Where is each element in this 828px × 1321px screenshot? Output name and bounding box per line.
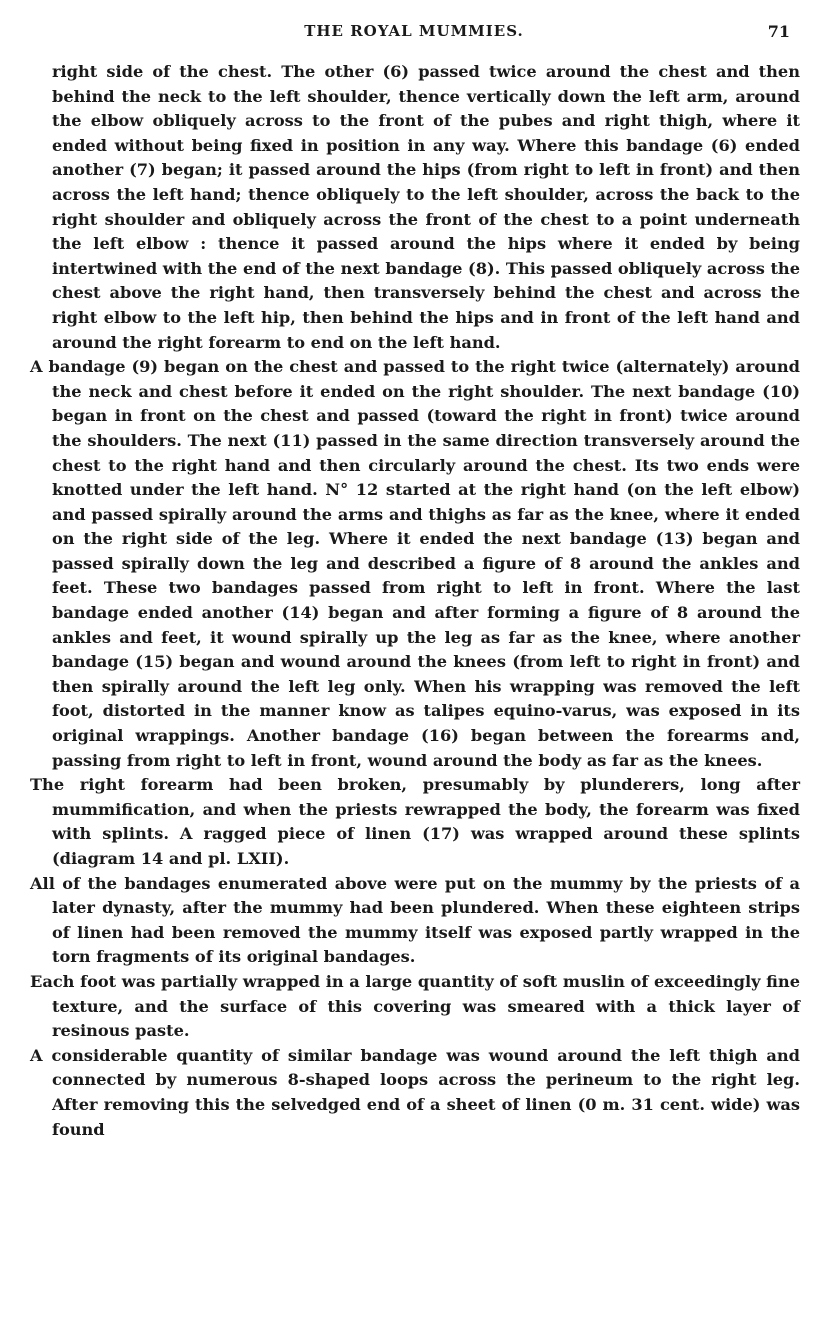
page-number: 71 — [767, 22, 790, 41]
paragraph-bandages-enumerated: All of the bandages enumerated above were put on the mummy by the priests of a later dynasty, after the mummy had been plundered. When these eighteen strips of linen had been removed the mummy itself was exposed partly wrapped in the torn fragments of its original bandages. — [30, 873, 800, 967]
page-header — [30, 18, 798, 48]
running-title: THE ROYAL MUMMIES. — [304, 22, 524, 40]
paragraph-right-forearm: The right forearm had been broken, presumably by plunderers, long after mummification, and when the priests rewrapped the body, the forearm was fixed with splints. A ragged piece of linen (17) was wrapped around these splints (diagram 14 and pl. LXII). — [30, 775, 800, 868]
paragraph-considerable-quantity: A considerable quantity of similar bandage was wound around the left thigh and connected by numerous 8-shaped loops across the perineum to the right leg. After removing this the selvedged end of a sheet of linen (0 m. 31 cent. wide) was found — [30, 1045, 800, 1139]
body-text — [30, 60, 800, 1142]
paragraph-bandage-9: A bandage (9) began on the chest and passed to the right twice (alternately) around the neck and chest before it ended on the right shoulder. The next bandage (10) began in front on the chest and passed (toward the right in front) twice around the shoulders. The next (11) passed in the same direction transversely around the chest to the right hand and then circularly around the chest. Its two ends were knotted under the left hand. N° 12 started at the right hand (on the left elbow) and passed spirally around the arms and thighs as far as the knee, where it ended on the right side of the leg. Where it ended the next bandage (13) began and passed spirally down the leg and described a figure of 8 around the ankles and feet. These two bandages passed from right to left in front. Where the last bandage ended another (14) began and after forming a figure of 8 around the ankles and feet, it wound spirally up the leg as far as the knee, where another bandage (15) began and wound around the knees (from left to right in front) and then spirally around the left leg only. When his wrapping was removed the left foot, distorted in the manner know as talipes equino-varus, was exposed in its original wrappings. Another bandage (16) began between the forearms and, passing from right to left in front, wound around the body as far as the knees. — [30, 357, 800, 770]
paragraph-each-foot: Each foot was partially wrapped in a large quantity of soft muslin of exceedingly fine texture, and the surface of this covering was smeared with a thick layer of resinous paste. — [30, 971, 800, 1041]
paragraph-continuation: right side of the chest. The other (6) passed twice around the chest and then behind the neck to the left shoulder, thence vertically down the left arm, around the elbow obliquely across to the front of the pubes and right thigh, where it ended without being fixed in position in any way. Where this bandage (6) ended another (7) began; it passed around the hips (from right to left in front) and then across the left hand; thence obliquely to the left shoulder, across the back to the right shoulder and obliquely across the front of the chest to a point underneath the left elbow : thence it passed around the hips where it ended by being intertwined with the end of the next bandage (8). This passed obliquely across the chest above the right hand, then transversely behind the chest and across the right elbow to the left hip, then behind the hips and in front of the left hand and around the right forearm to end on the left hand. — [52, 62, 800, 352]
